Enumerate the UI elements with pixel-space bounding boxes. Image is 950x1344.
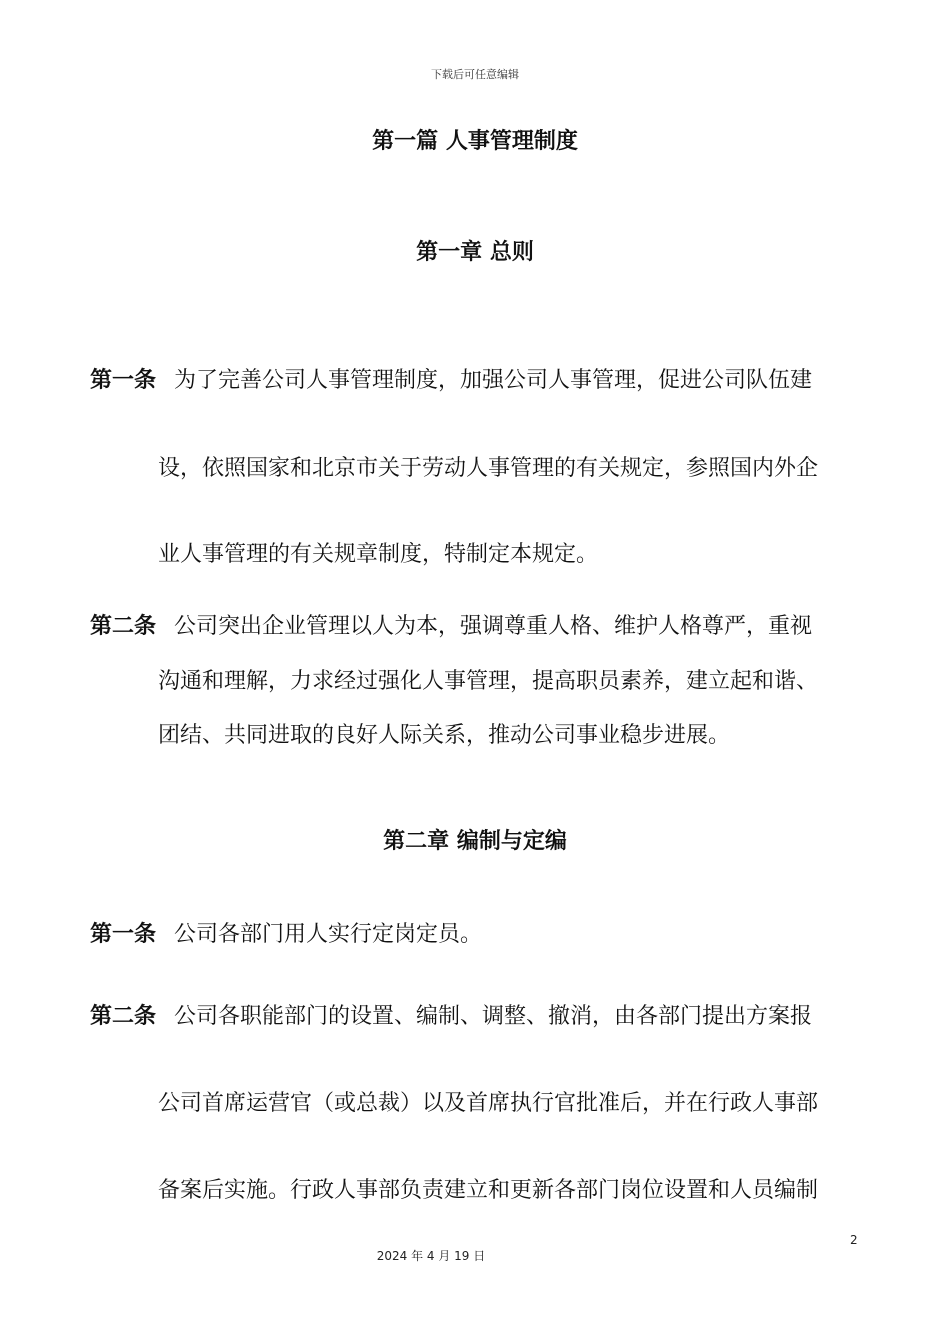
article-text-line: 业人事管理的有关规章制度，特制定本规定。 — [158, 542, 599, 567]
article-text-line: 设，依照国家和北京市关于劳动人事管理的有关规定，参照国内外企 — [158, 456, 819, 481]
article-label: 第二条 — [90, 614, 157, 639]
article-label: 第二条 — [90, 1004, 157, 1029]
page-number: 2 — [850, 1233, 858, 1247]
article-text-line: 公司首席运营官（或总裁）以及首席执行官批准后，并在行政人事部 — [158, 1091, 819, 1116]
chapter-title: 第一章 总则 — [416, 240, 534, 265]
article-text-line: 团结、共同进取的良好人际关系，推动公司事业稳步进展。 — [158, 723, 731, 748]
part-title: 第一篇 人事管理制度 — [372, 129, 578, 154]
chapter-title: 第二章 编制与定编 — [383, 829, 567, 854]
article-text-line: 公司各职能部门的设置、编制、调整、撤消，由各部门提出方案报 — [174, 1004, 813, 1029]
article-label: 第一条 — [90, 922, 157, 947]
footer-date: 2024 年 4 月 19 日 — [376, 1249, 486, 1263]
article-text-line: 公司突出企业管理以人为本，强调尊重人格、维护人格尊严，重视 — [174, 614, 813, 639]
article-text-line: 为了完善公司人事管理制度，加强公司人事管理，促进公司队伍建 — [174, 368, 813, 393]
header-note: 下载后可任意编辑 — [431, 68, 519, 81]
article-text-line: 备案后实施。行政人事部负责建立和更新各部门岗位设置和人员编制 — [158, 1178, 819, 1203]
article-label: 第一条 — [90, 368, 157, 393]
article-text-line: 沟通和理解，力求经过强化人事管理，提高职员素养，建立起和谐、 — [158, 669, 819, 694]
article-text-line: 公司各部门用人实行定岗定员。 — [174, 922, 483, 947]
